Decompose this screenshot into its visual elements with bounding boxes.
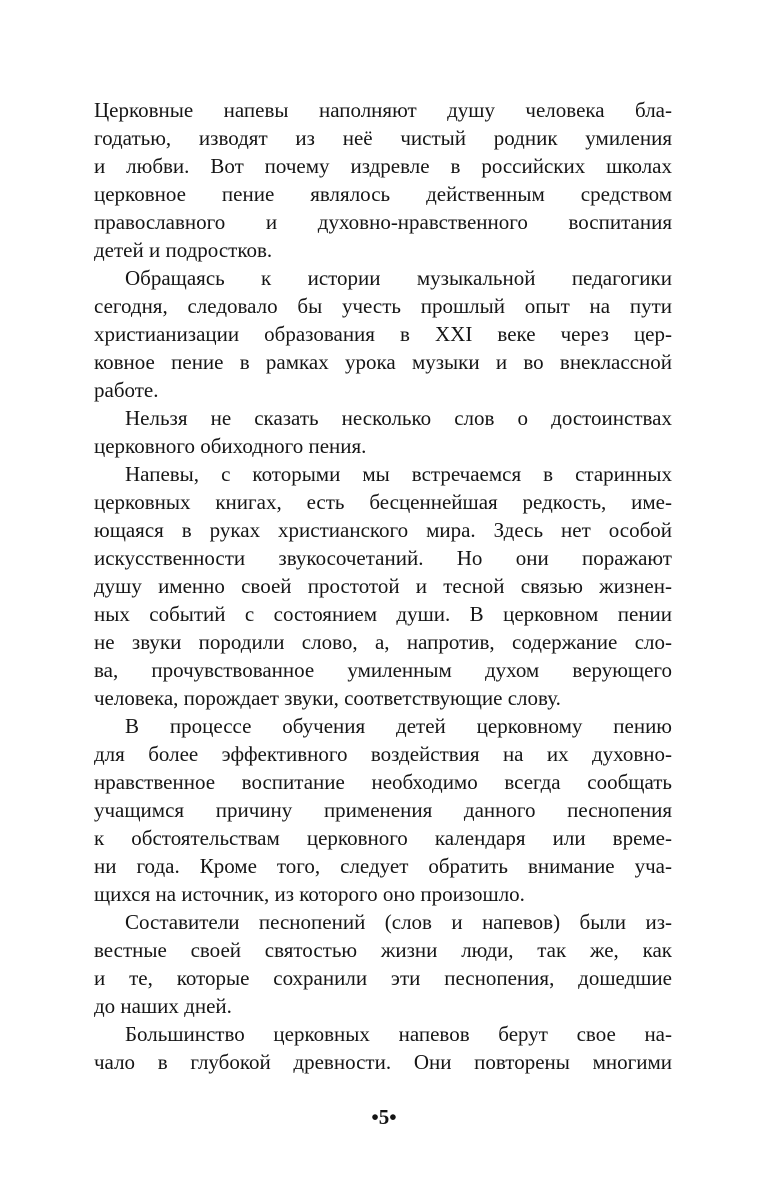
text-line: не звуки породили слово, а, напротив, содержание сло-: [94, 630, 672, 654]
text-line: вестные своей святостью жизни люди, так же, как: [94, 938, 672, 962]
text-line: ных событий с состоянием души. В церковном пении: [94, 602, 672, 626]
text-line: и те, которые сохранили эти песнопения, дошедшие: [94, 966, 672, 990]
text-line: до наших дней.: [94, 994, 232, 1018]
text-line: церковных книгах, есть бесценнейшая редкость, име-: [94, 490, 672, 514]
text-line: христианизации образования в XXI веке через цер-: [94, 322, 672, 346]
text-line: искусственности звукосочетаний. Но они поражают: [94, 546, 672, 570]
text-line: годатью, изводят из неё чистый родник умиления: [94, 126, 672, 150]
text-line: к обстоятельствам церковного календаря или време-: [94, 826, 672, 850]
text-line: Напевы, с которыми мы встречаемся в старинных: [125, 462, 672, 486]
text-line: для более эффективного воздействия на их духовно-: [94, 742, 672, 766]
text-line: нравственное воспитание необходимо всегда сообщать: [94, 770, 672, 794]
page-number: •5•: [371, 1105, 397, 1129]
text-line: чало в глубокой древности. Они повторены многими: [94, 1050, 672, 1074]
text-line: и любви. Вот почему издревле в российских школах: [94, 154, 672, 178]
text-line: человека, порождает звуки, соответствующие слову.: [94, 686, 561, 710]
text-line: ющаяся в руках христианского мира. Здесь нет особой: [94, 518, 672, 542]
text-line: душу именно своей простотой и тесной связью жизнен-: [94, 574, 672, 598]
text-line: Обращаясь к истории музыкальной педагогики: [125, 266, 672, 290]
text-line: ни года. Кроме того, следует обратить внимание уча-: [94, 854, 672, 878]
text-line: Нельзя не сказать несколько слов о достоинствах: [125, 406, 672, 430]
text-line: ва, прочувствованное умиленным духом верующего: [94, 658, 672, 682]
text-line: Большинство церковных напевов берут свое на-: [125, 1022, 672, 1046]
text-line: Церковные напевы наполняют душу человека бла-: [94, 98, 672, 122]
text-line: щихся на источник, из которого оно произошло.: [94, 882, 525, 906]
text-line: детей и подростков.: [94, 238, 273, 262]
text-line: В процессе обучения детей церковному пению: [125, 714, 672, 738]
text-line: учащимся причину применения данного песнопения: [94, 798, 672, 822]
text-line: церковное пение являлось действенным средством: [94, 182, 672, 206]
text-line: ковное пение в рамках урока музыки и во внеклассной: [94, 350, 672, 374]
text-line: сегодня, следовало бы учесть прошлый опыт на пути: [94, 294, 672, 318]
text-line: работе.: [94, 378, 159, 402]
text-line: церковного обиходного пения.: [94, 434, 367, 458]
text-line: православного и духовно-нравственного воспитания: [94, 210, 672, 234]
text-line: Составители песнопений (слов и напевов) были из-: [125, 910, 672, 934]
